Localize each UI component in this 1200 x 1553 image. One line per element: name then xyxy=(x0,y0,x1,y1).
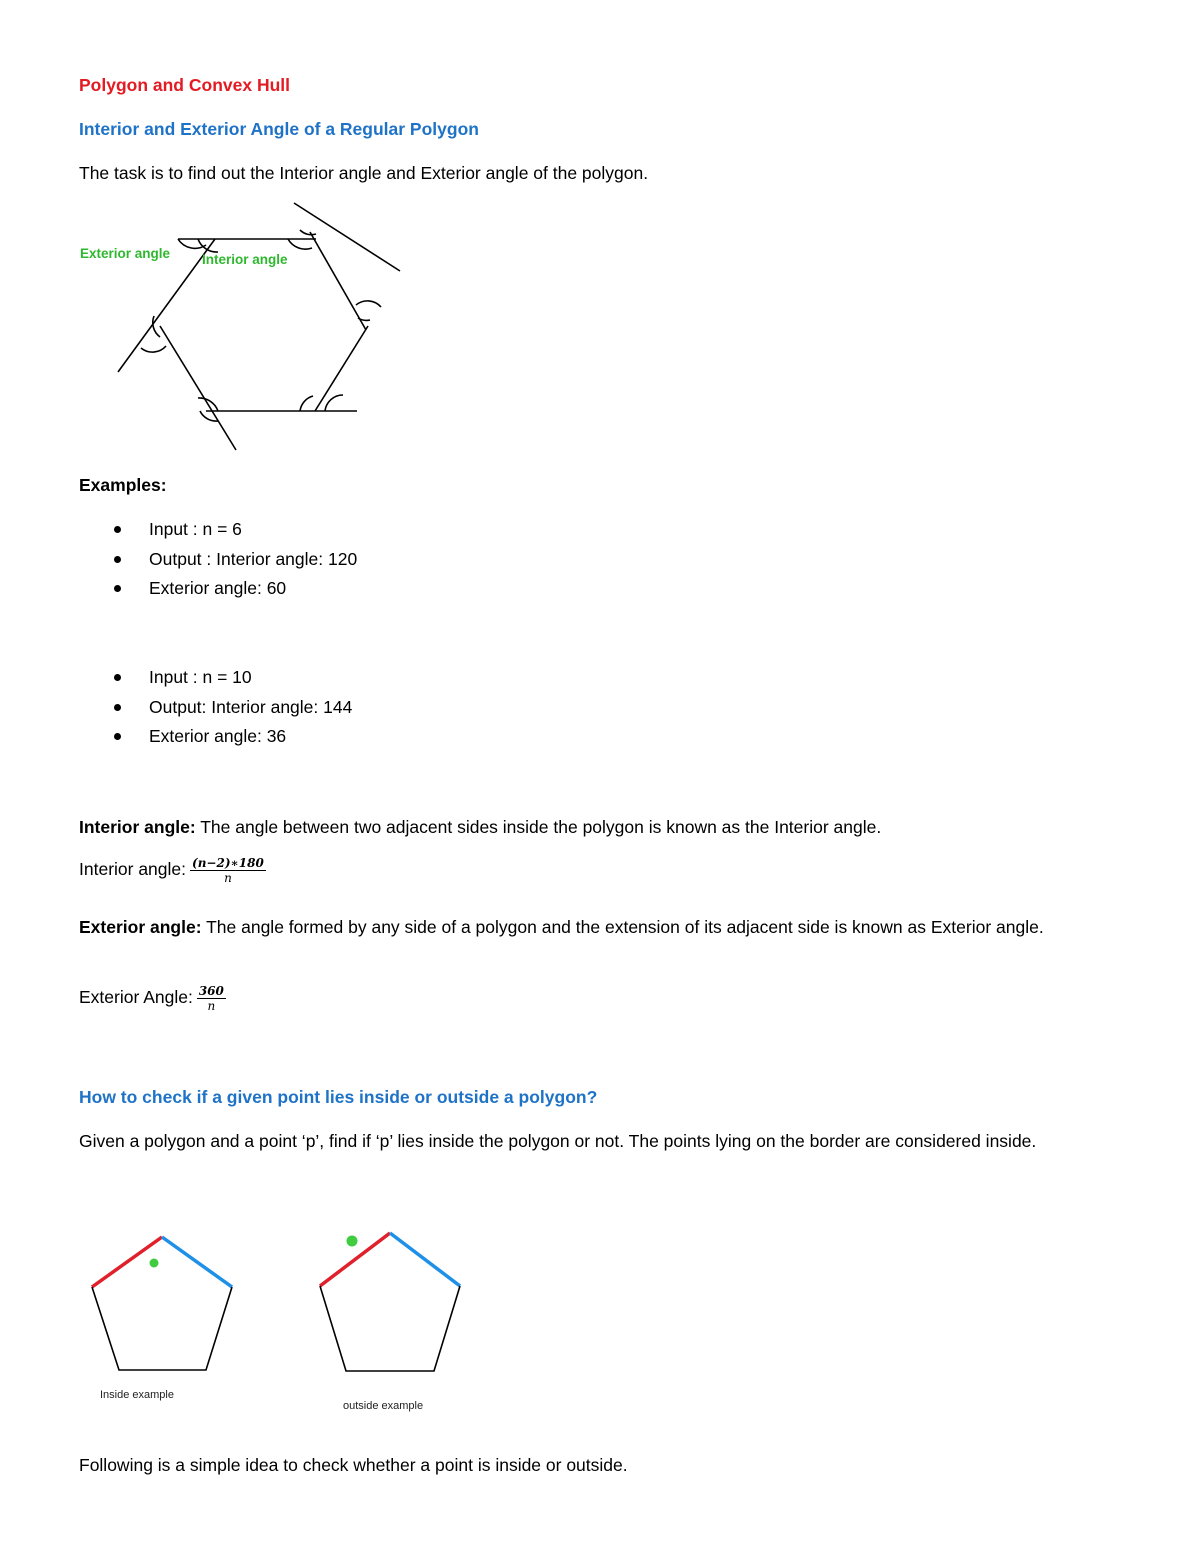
list-item: Exterior angle: 36 xyxy=(114,722,352,752)
interior-angle-definition: Interior angle: The angle between two adjacent sides inside the polygon is known as the Interior angle. xyxy=(79,817,882,837)
bullet-icon xyxy=(114,526,121,533)
inside-point-marker xyxy=(150,1259,159,1268)
exterior-angle-formula: Exterior Angle: $\frac{360}{n}$ xyxy=(79,983,224,1013)
interior-angle-formula: Interior angle: $\frac{(n-2)∗180}{n}$ xyxy=(79,855,264,885)
bullet-icon xyxy=(114,704,121,711)
document-title: Polygon and Convex Hull xyxy=(79,75,290,95)
bullet-icon xyxy=(114,556,121,563)
exterior-angle-label: Exterior angle xyxy=(80,246,171,261)
outside-point-marker xyxy=(347,1236,358,1247)
example-1-list xyxy=(114,515,357,604)
example-2-list xyxy=(114,663,352,752)
interior-angle-label: Interior angle xyxy=(202,252,288,267)
closing-paragraph: Following is a simple idea to check whether a point is inside or outside. xyxy=(79,1455,628,1475)
inside-example-caption: Inside example xyxy=(100,1389,174,1401)
section-intro-point-in-polygon: Given a polygon and a point ‘p’, find if ‘p’ lies inside the polygon or not. The points lying on the border are considered inside. xyxy=(79,1131,1037,1151)
examples-label: Examples: xyxy=(79,475,167,495)
interior-formula-fraction: $\frac{(n-2)∗180}{n}$ xyxy=(192,855,264,885)
list-item: Output : Interior angle: 120 xyxy=(114,545,357,575)
list-item: Exterior angle: 60 xyxy=(114,574,357,604)
hexagon-angles-figure xyxy=(70,195,420,460)
list-item: Output: Interior angle: 144 xyxy=(114,693,352,723)
bullet-icon xyxy=(114,674,121,681)
exterior-formula-fraction: $\frac{360}{n}$ xyxy=(198,983,224,1013)
bullet-icon xyxy=(114,585,121,592)
section-heading-angles: Interior and Exterior Angle of a Regular Polygon xyxy=(79,119,479,139)
list-item: Input : n = 10 xyxy=(114,663,352,693)
list-item: Input : n = 6 xyxy=(114,515,357,545)
section-intro-angles: The task is to find out the Interior angle and Exterior angle of the polygon. xyxy=(79,163,649,183)
pentagon-examples-figure xyxy=(80,1220,480,1420)
section-heading-point-in-polygon: How to check if a given point lies inside or outside a polygon? xyxy=(79,1087,598,1107)
exterior-angle-definition: Exterior angle: The angle formed by any side of a polygon and the extension of its adjacent side is known as Exterior angle. xyxy=(79,917,1044,937)
outside-example-caption: outside example xyxy=(343,1400,424,1412)
bullet-icon xyxy=(114,733,121,740)
